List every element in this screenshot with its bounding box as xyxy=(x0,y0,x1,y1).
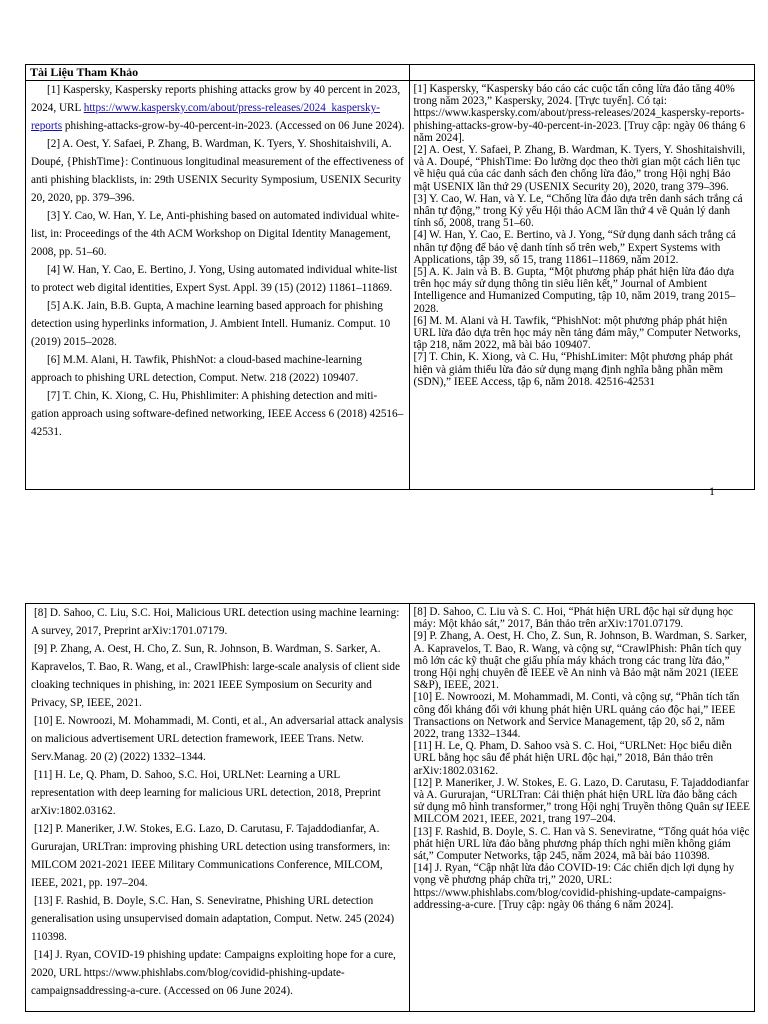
english-references-list xyxy=(26,81,409,441)
reference-item: [1] Kaspersky, Kaspersky reports phishing attacks grow by 40 percent in 2023, 2024, URL https://www.kaspersky.com/about/press-releases/2024_kaspersky-reports phishing-attacks-grow-by-40-percent-in-2023. (Accessed on 06 June 2024). xyxy=(31,84,405,132)
vietnamese-references-list xyxy=(410,81,754,388)
reference-item: [5] A.K. Jain, B.B. Gupta, A machine learning based approach for phishing detection using hyperlinks information, J. Ambient Intell. Humaniz. Comput. 10 (2019) 2015–2028. xyxy=(31,300,391,348)
reference-item: [14] J. Ryan, COVID-19 phishing update: Campaigns exploiting hope for a cure, 2020, URL https://www.phishlabs.com/blog/covidid-phishing-update-campaignsaddressing-a-cure. (Accessed on 06 June 2024). xyxy=(31,949,396,997)
references-heading-cell xyxy=(26,65,410,81)
reference-item: [8] D. Sahoo, C. Liu, S.C. Hoi, Malicious URL detection using machine learning: A survey, 2017, Preprint arXiv:1701.07179. xyxy=(31,607,400,637)
kaspersky-link[interactable]: https://www.kaspersky.com/about/press-releases/2024_kaspersky-reports xyxy=(31,102,380,132)
reference-item: [12] P. Maneriker, J. W. Stokes, E. G. Lazo, D. Carutasu, F. Tajaddodianfar và A. Gururajan, “URLTran: Cải thiện phát hiện URL lừa đảo bằng cách sử dụng mô hình transformer,” trong Hội nghị Truyền thông Quân sự IEEE MILCOM 2021, IEEE, 2021, trang 197–204. xyxy=(413,776,750,826)
reference-item: [10] E. Nowroozi, M. Mohammadi, M. Conti, et al., An adversarial attack analysis on malicious advertisement URL detection framework, IEEE Trans. Netw. Serv.Manag. 20 (2) (2022) 1332–1344. xyxy=(31,715,404,763)
empty-heading-cell xyxy=(409,65,754,81)
reference-item: [4] W. Han, Y. Cao, E. Bertino, và J. Yong, “Sử dụng danh sách trắng cá nhân tự động để bảo vệ danh tính số trên web,” Expert Systems with Applications, tập 39, số 15, trang 11861–11869, năm 2012. xyxy=(413,229,736,266)
reference-item: [3] Y. Cao, W. Han, Y. Le, Anti-phishing based on automated individual white-list, in: Proceedings of the 4th ACM Workshop on Digital Identity Management, 2008, pp. 51–60. xyxy=(31,210,400,258)
reference-item: [9] P. Zhang, A. Oest, H. Cho, Z. Sun, R. Johnson, B. Wardman, S. Sarker, A. Kapravelos, T. Bao, R. Wang, et al., CrawlPhish: large-scale analysis of client side cloaking techniques in phishing, in: 2021 IEEE Symposium on Security and Privacy, SP, IEEE, 2021. xyxy=(31,643,400,709)
reference-item: [1] Kaspersky, “Kaspersky báo cáo các cuộc tấn công lừa đảo tăng 40% trong năm 2023,” Kaspersky, 2024. [Trực tuyến]. Có tại: https://www.kaspersky.com/about/press-releases/2024_kaspersky-reports-phishing-attacks-grow-by-40-percent-in-2023. [Truy cập: ngày 06 tháng 6 năm 2024]. xyxy=(413,83,746,144)
reference-item: [2] A. Oest, Y. Safaei, P. Zhang, B. Wardman, K. Tyers, Y. Shoshitaishvili, và A. Doupé, “PhishTime: Đo lường dọc theo thời gian một cách liên tục về hiệu quả của các danh sách đen chống lừa đảo,” trong Hội nghị Bảo mật USENIX lần thứ 29 (USENIX Security 20), 2020, trang 379–396. xyxy=(413,144,746,193)
reference-item: [6] M.M. Alani, H. Tawfik, PhishNot: a cloud-based machine-learning approach to phishing URL detection, Comput. Netw. 218 (2022) 109407. xyxy=(31,354,362,384)
reference-item: [6] M. M. Alani và H. Tawfik, “PhishNot: một phương pháp phát hiện URL lừa đảo dựa trên học máy nền tảng đám mây,” Computer Networks, tập 218, năm 2022, mã bài báo 109407. xyxy=(413,314,741,352)
page-number: 1 xyxy=(709,484,715,498)
vietnamese-references-cell xyxy=(409,81,754,490)
references-table-page-1 xyxy=(25,64,755,490)
reference-item: [9] P. Zhang, A. Oest, H. Cho, Z. Sun, R. Johnson, B. Wardman, S. Sarker, A. Kapravelos, T. Bao, R. Wang, và cộng sự, “CrawlPhish: Phân tích quy mô lớn các kỹ thuật che giấu phía máy khách trong các trang lừa đảo,” trong Hội nghị chuyên đề IEEE về An ninh và Bảo mật năm 2021 (IEEE S&P), IEEE, 2021. xyxy=(413,630,747,692)
reference-item: [2] A. Oest, Y. Safaei, P. Zhang, B. Wardman, K. Tyers, Y. Shoshitaishvili, A. Doupé, {PhishTime}: Continuous longitudinal measurement of the effectiveness of anti phishing blacklists, in: 29th USENIX Security Symposium, USENIX Security 20, 2020, pp. 379–396. xyxy=(31,138,404,204)
reference-item: [11] H. Le, Q. Pham, D. Sahoo vsà S. C. Hoi, “URLNet: Học biểu diễn URL bằng học sâu để phát hiện URL độc hại,” 2018, Bản thảo trên arXiv:1802.03162. xyxy=(413,740,732,777)
reference-item: [13] F. Rashid, B. Doyle, S. C. Han và S. Seneviratne, “Tổng quát hóa việc phát hiện URL lừa đảo bằng phương pháp thích nghi miền không giám sát,” Computer Networks, tập 245, năm 2024, mã bài báo 110398. xyxy=(413,825,750,863)
reference-item: [14] J. Ryan, “Cập nhật lừa đảo COVID-19: Các chiến dịch lợi dụng hy vọng về phương pháp chữa trị,” 2020, URL: https://www.phishlabs.com/blog/covidid-phishing-update-campaigns-addressing-a-cure. [Truy cập: ngày 06 tháng 6 năm 2024]. xyxy=(413,862,735,911)
reference-item: [11] H. Le, Q. Pham, D. Sahoo, S.C. Hoi, URLNet: Learning a URL representation with deep learning for malicious URL detection, 2018, Preprint arXiv:1802.03162. xyxy=(31,769,381,817)
reference-item: [12] P. Maneriker, J.W. Stokes, E.G. Lazo, D. Carutasu, F. Tajaddodianfar, A. Gururajan, URLTran: improving phishing URL detection using transformers, in: MILCOM 2021-2021 IEEE Military Communications Conference, MILCOM, IEEE, 2021, pp. 197–204. xyxy=(31,823,391,889)
english-references-cell xyxy=(26,81,410,490)
references-heading: Tài Liệu Tham Khảo xyxy=(30,65,139,79)
reference-item: [7] T. Chin, K. Xiong, và C. Hu, “PhishLimiter: Một phương pháp phát hiện và giảm thiểu lừa đảo sử dụng mạng định nghĩa bằng phần mềm (SDN),” IEEE Access, tập 6, năm 2018. 42516-42531 xyxy=(413,351,733,388)
vietnamese-references-list xyxy=(410,604,754,911)
references-table-page-2 xyxy=(25,603,755,1012)
vietnamese-references-cell xyxy=(409,604,754,1012)
reference-item: [8] D. Sahoo, C. Liu và S. C. Hoi, “Phát hiện URL độc hại sử dụng học máy: Một khảo sát,” 2017, Bản thảo trên arXiv:1701.07179. xyxy=(413,606,734,631)
reference-item: [4] W. Han, Y. Cao, E. Bertino, J. Yong, Using automated individual white-list to protect web digital identities, Expert Syst. Appl. 39 (15) (2012) 11861–11869. xyxy=(31,264,398,294)
reference-item: [13] F. Rashid, B. Doyle, S.C. Han, S. Seneviratne, Phishing URL detection generalisation using unsupervised domain adaptation, Comput. Netw. 245 (2024) 110398. xyxy=(31,895,395,943)
english-references-cell xyxy=(26,604,410,1012)
reference-item: [7] T. Chin, K. Xiong, C. Hu, Phishlimiter: A phishing detection and miti- gation approach using software-defined networking, IEEE Access 6 (2018) 42516–42531. xyxy=(31,390,404,438)
reference-item: [10] E. Nowroozi, M. Mohammadi, M. Conti, và cộng sự, “Phân tích tấn công đối kháng đối với khung phát hiện URL quảng cáo độc hại,” IEEE Transactions on Network and Service Management, tập 20, số 2, năm 2022, trang 1332–1344. xyxy=(413,691,740,741)
english-references-list xyxy=(26,604,409,1000)
reference-item: [5] A. K. Jain và B. B. Gupta, “Một phương pháp phát hiện lừa đảo dựa trên học máy sử dụng thông tin siêu liên kết,” Journal of Ambient Intelligence and Humanized Computing, tập 10, năm 2019, trang 2015–2028. xyxy=(413,266,736,315)
reference-item: [3] Y. Cao, W. Han, và Y. Le, “Chống lừa đảo dựa trên danh sách trắng cá nhân tự động,” trong Kỷ yếu Hội thảo ACM lần thứ 4 về Quản lý danh tính số, 2008, trang 51–60. xyxy=(413,192,743,230)
